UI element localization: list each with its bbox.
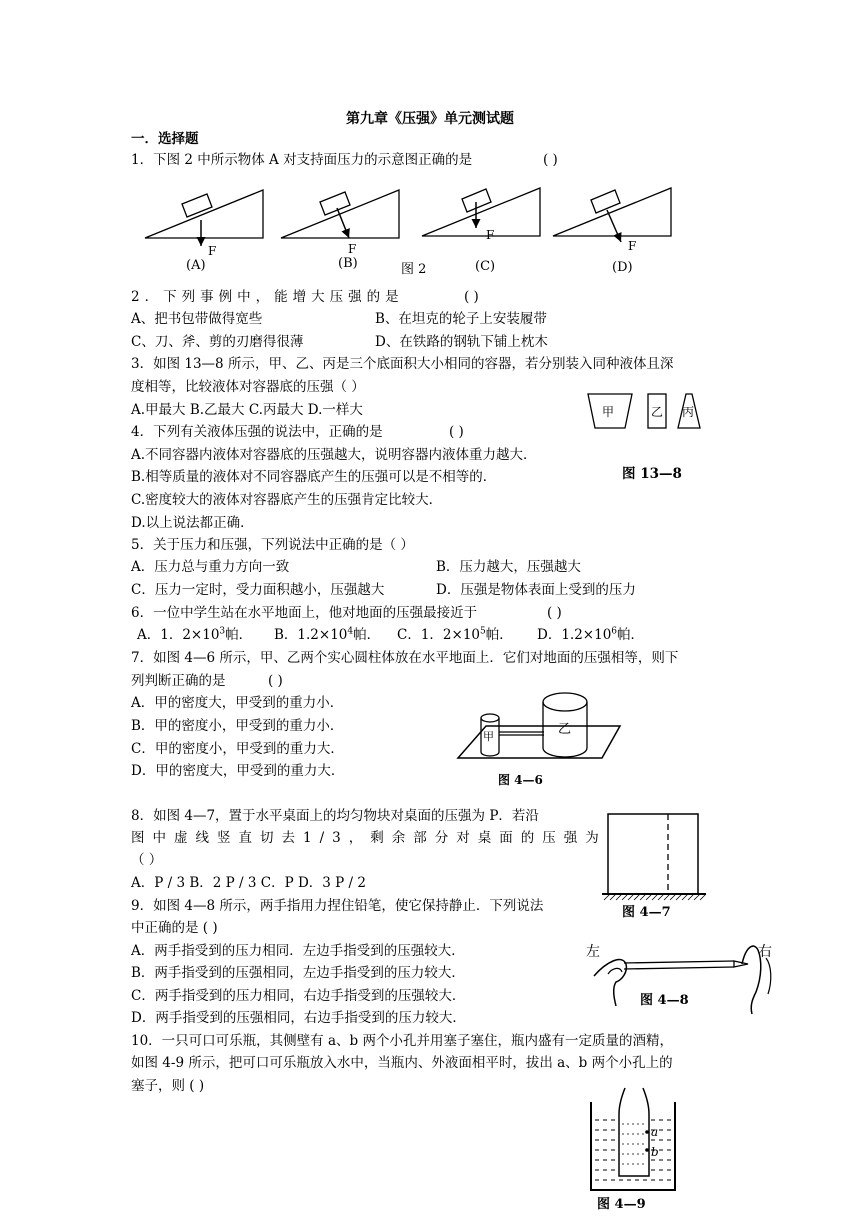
q1-label-d: (D) bbox=[612, 260, 633, 275]
q10-stem-line1: 10．一只可口可乐瓶，其侧壁有 a、b 两个小孔并用塞子塞住，瓶内盛有一定质量的酒精， bbox=[131, 1033, 673, 1049]
q8-figure bbox=[600, 806, 710, 920]
q2-option-c: C、刀、斧、剪的刃磨得很薄 bbox=[131, 334, 304, 350]
q8-figure-caption: 图 4—7 bbox=[622, 905, 671, 920]
q2-answer-paren: ( ) bbox=[464, 289, 479, 305]
q7-cylinder-jia-label: 甲 bbox=[483, 730, 494, 743]
q9-right-label: 右 bbox=[758, 944, 772, 960]
q10-hole-a-label: a bbox=[651, 1125, 659, 1139]
q7-option-c: C．甲的密度小，甲受到的重力大． bbox=[131, 741, 344, 757]
q4-option-b: B.相等质量的液体对不同容器底产生的压强可以是不相等的． bbox=[131, 469, 497, 485]
q3-stem-line1: 3．如图 13—8 所示，甲、乙、丙是三个底面积大小相同的容器，若分别装入同种液体且深 bbox=[131, 356, 674, 372]
q6-option-d: D．$1.2\times 10^6$帕． bbox=[537, 626, 645, 643]
q4-option-c: C.密度较大的液体对容器底产生的压强肯定比较大． bbox=[131, 492, 443, 508]
q7-option-d: D．甲的密度大，甲受到的重力大． bbox=[131, 763, 345, 779]
q1-fig-a bbox=[145, 190, 263, 273]
q9-figure-caption: 图 4—8 bbox=[640, 993, 689, 1008]
section-heading: 一．选择题 bbox=[131, 131, 199, 147]
q5-option-c: C．压力一定时，受力面积越小，压强越大 bbox=[131, 582, 385, 598]
q7-figure bbox=[452, 686, 622, 796]
q5-option-d: D．压强是物体表面上受到的压力 bbox=[436, 582, 636, 598]
q7-stem-line1: 7．如图 4—6 所示，甲、乙两个实心圆柱体放在水平地面上．它们对地面的压强相等，则下 bbox=[131, 650, 679, 666]
q4-stem: 4．下列有关液体压强的说法中，正确的是 bbox=[131, 424, 383, 440]
q1-answer-paren: ( ) bbox=[543, 152, 558, 168]
q1-fig-c-force-label: F bbox=[486, 228, 495, 242]
q1-label-c: (C) bbox=[475, 259, 496, 274]
q1-label-b: (B) bbox=[338, 256, 358, 271]
q8-stem-line3: （ ） bbox=[131, 852, 163, 868]
q10-figure bbox=[585, 1084, 695, 1214]
q4-answer-paren: ( ) bbox=[449, 424, 464, 440]
q1-figure bbox=[0, 182, 860, 277]
q3-vessel-bing: 丙 bbox=[682, 405, 695, 419]
q1-figure-caption: 图 2 bbox=[401, 262, 427, 277]
q5-option-a: A．压力总与重力方向一致 bbox=[131, 559, 290, 575]
q9-option-a: A．两手指受到的压力相同．左边手指受到的压强较大． bbox=[131, 943, 465, 959]
q3-vessel-jia: 甲 bbox=[602, 405, 615, 419]
q2-option-d: D、在铁路的钢轨下铺上枕木 bbox=[375, 334, 548, 350]
q9-left-label: 左 bbox=[586, 944, 600, 960]
q6-stem: 6．一位中学生站在水平地面上，他对地面的压强最接近于 bbox=[131, 605, 478, 621]
q6-option-c: C．1．$2\times 10^5$帕． bbox=[397, 626, 513, 643]
q1-fig-c bbox=[422, 188, 540, 274]
page-title: 第九章《压强》单元测试题 bbox=[346, 111, 514, 127]
q9-stem-line2: 中正确的是 ( ) bbox=[131, 920, 218, 936]
q9-option-d: D．两手指受到的压强相同，右边手指受到的压力较大． bbox=[131, 1010, 466, 1026]
q8-options: A．P / 3 B．2 P / 3 C．P D．3 P / 2 bbox=[131, 875, 366, 891]
q10-figure-caption: 图 4—9 bbox=[597, 1197, 646, 1212]
q9-stem-line1: 9．如图 4—8 所示，两手指用力捏住铅笔，使它保持静止．下列说法 bbox=[131, 898, 544, 914]
q9-option-b: B．两手指受到的压强相同，左边手指受到的压力较大． bbox=[131, 965, 465, 981]
q3-vessel-yi: 乙 bbox=[651, 405, 664, 419]
q2-stem: 2．下列事例中，能增大压强的是 bbox=[131, 289, 404, 305]
q3-options: A.甲最大 B.乙最大 C.丙最大 D.一样大 bbox=[131, 402, 363, 418]
q3-figure-caption: 图 13—8 bbox=[622, 466, 682, 482]
q6-option-a: A．1．$2\times 10^3$帕． bbox=[137, 626, 253, 643]
q4-option-a: A.不同容器内液体对容器底的压强越大，说明容器内液体重力越大． bbox=[131, 447, 537, 463]
q7-option-b: B．甲的密度小，甲受到的重力小． bbox=[131, 718, 344, 734]
q7-figure-caption: 图 4—6 bbox=[498, 773, 543, 787]
q10-hole-b-label: b bbox=[651, 1145, 659, 1159]
q1-fig-d-force-label: F bbox=[628, 239, 637, 253]
q5-stem: 5．关于压力和压强，下列说法中正确的是（ ） bbox=[131, 537, 414, 553]
q1-stem: 1．下图 2 中所示物体 A 对支持面压力的示意图正确的是 bbox=[131, 152, 473, 168]
q2-option-b: B、在坦克的轮子上安装履带 bbox=[375, 311, 547, 327]
q3-stem-line2: 度相等，比较液体对容器底的压强（ ） bbox=[131, 379, 365, 395]
q8-stem-line2: 图中虚线竖直切去1/3，剩余部分对桌面的压强为 bbox=[131, 830, 607, 846]
q1-fig-d bbox=[553, 188, 671, 275]
q6-answer-paren: ( ) bbox=[547, 605, 562, 621]
q5-option-b: B．压力越大，压强越大 bbox=[436, 559, 581, 575]
q10-stem-line3: 塞子，则 ( ) bbox=[131, 1078, 205, 1094]
q3-figure bbox=[582, 390, 702, 450]
q10-stem-line2: 如图 4-9 所示，把可口可乐瓶放入水中，当瓶内、外液面相平时，拔出 a、b 两个小孔上的 bbox=[131, 1055, 673, 1071]
q2-option-a: A、把书包带做得宽些 bbox=[131, 311, 263, 327]
q1-fig-a-force-label: F bbox=[208, 244, 217, 258]
q8-stem-line1: 8．如图 4—7，置于水平桌面上的均匀物块对桌面的压强为 P．若沿 bbox=[131, 808, 539, 824]
q9-option-c: C．两手指受到的压力相同，右边手指受到的压强较大． bbox=[131, 988, 466, 1004]
q6-option-b: B．$1.2\times 10^4$帕． bbox=[274, 626, 381, 643]
q7-cylinder-yi-label: 乙 bbox=[558, 722, 572, 737]
q7-answer-paren: ( ) bbox=[268, 673, 283, 689]
q4-option-d: D.以上说法都正确． bbox=[131, 515, 254, 531]
q7-stem-line2: 列判断正确的是 bbox=[131, 673, 226, 689]
q7-option-a: A．甲的密度大，甲受到的重力小． bbox=[131, 695, 344, 711]
q1-fig-b bbox=[281, 190, 399, 271]
q9-figure bbox=[586, 936, 786, 1026]
q1-fig-b-force-label: F bbox=[348, 242, 357, 256]
q1-label-a: (A) bbox=[186, 258, 206, 273]
